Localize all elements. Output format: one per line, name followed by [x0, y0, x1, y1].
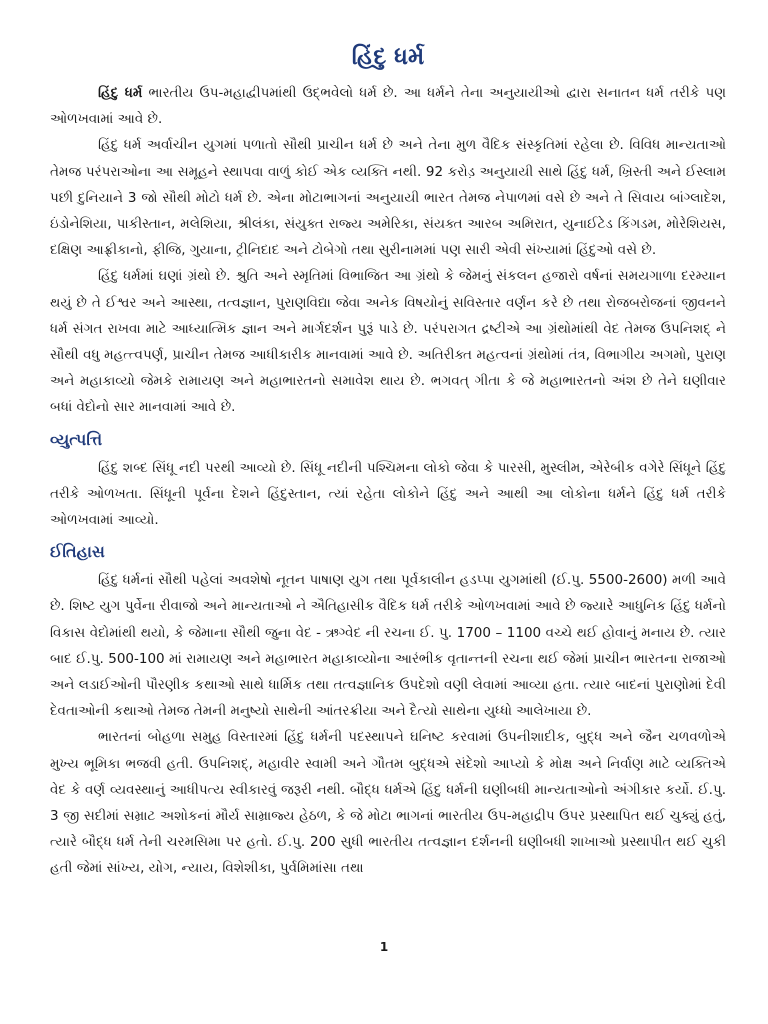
section-heading-history: ઈતિહાસ: [50, 542, 105, 562]
intro-paragraph: [50, 80, 726, 132]
paragraph-history-origins: હિંદુ ધર્મનાં સૌથી પહેલાં અવશેષો નૂતન પાષાણ યુગ તથા પૂર્વકાલીન હડપ્પા યુગમાંથી (ઈ.પુ. 5500-2600) મળી આવે છે. શિષ્ટ યુગ પુર્વેના રીવાજો અને માન્યતાઓ ને ઐતિહાસીક વૈદિક ધર્મ તરીકે ઓળખવામાં આવે છે જ્યારે આધુનિક હિંદુ ધર્મનો વિકાસ વેદોમાંથી થયો, કે જેમાના સૌથી જુના વેદ - ઋગ્વેદ ની રચના ઈ. પુ. 1700 – 1100 વચ્ચે થઈ હોવાનું મનાય છે. ત્યાર બાદ ઈ.પુ. 500-100 માં રામાયણ અને મહાભારત મહાકાવ્યોના આરંભીક વૃતાન્તની રચના થઈ જેમાં પ્રાચીન ભારતના રાજાઓ અને લડાઈઓની પૌરણીક કથાઓ સાથે ધાર્મિક તથા તત્વજ્ઞાનિક ઉપદેશો વણી લેવામાં આવ્યા હતા. ત્યાર બાદનાં પુરાણોમાં દેવી દેવતાઓની કથાઓ તેમજ તેમની મનુષ્યો સાથેની આંતરક્રીયા અને દૈત્યો સાથેના યુધ્ધો આલેખાયા છે.: [50, 572, 726, 720]
paragraph-scriptures: હિંદુ ધર્મમાં ઘણાં ગ્રંથો છે. શ્રુતિ અને સ્મૃતિમાં વિભાજિત આ ગ્રંથો કે જેમનું સંકલન હજારો વર્ષનાં સમયગાળા દરમ્યાન થયું છે તે ઈશ્વર અને આસ્થા, તત્વજ્ઞાન, પુરાણવિદ્યા જેવા અનેક વિષયોનું સવિસ્તાર વર્ણન કરે છે તથા રોજબરોજનાં જીવનને ધર્મ સંગત રાખવા માટે આધ્યાત્મિક જ્ઞાન અને માર્ગદર્શન પુરૂં પાડે છે. પરંપરાગત દ્રષ્ટીએ આ ગ્રંથોમાંથી વેદ તેમજ ઉપનિશદ્ ને સૌથી વધુ મહત્ત્વપર્ણ, પ્રાચીન તેમજ આધીકારીક માનવામાં આવે છે. અતિરીક્ત મહત્વનાં ગ્રંથોમાં તંત્ર, વિભાગીય અગમો, પુરાણ અને મહાકાવ્યો જેમકે રામાયણ અને મહાભારતનો સમાવેશ થાય છે. ભગવત્ ગીતા કે જે મહાભારતનો અંશ છે તેને ઘણીવાર બધાં વેદોનો સાર માનવામાં આવે છે.: [50, 268, 726, 416]
document-title: હિંદુ ધર્મ: [351, 44, 425, 70]
section-heading-etymology: વ્યુત્પત્તિ: [50, 429, 103, 449]
intro-text: ભારતીય ઉપ-મહાદ્વીપમાંથી ઉદ્ભવેલો ધર્મ છે. આ ધર્મને તેના અનુયાયીઓ દ્વારા સનાતન ધર્મ તરીકે પણ ઓળખવામાં આવે છે.: [50, 85, 727, 128]
paragraph-etymology: હિંદુ શબ્દ સિંધૂ નદી પરથી આવ્યો છે. સિંધૂ નદીની પશ્ચિમના લોકો જેવા કે પારસી, મુસ્લીમ, એરેબીક વગેરે સિંધૂને હિંદુ તરીકે ઓળખતા. સિંધૂની પૂર્વના દેશને હિંદુસ્તાન, ત્યાં રહેતા લોકોને હિંદુ અને આથી આ લોકોના ધર્મને હિંદુ ધર્મ તરીકે ઓળખવામાં આવ્યો.: [50, 459, 726, 529]
paragraph-history-movements: ભારતનાં બોહળા સમુહ વિસ્તારમાં હિંદુ ધર્મની પદસ્થાપને ઘનિષ્ટ કરવામાં ઉપનીશાદીક, બુદ્ધ અને જૈન ચળવળોએ મુખ્ય ભૂમિકા ભજવી હતી. ઉપનિશદ્, મહાવીર સ્વામી અને ગૌતમ બુદ્ધએ સંદેશો આપ્યો કે મોક્ષ અને નિર્વાણ માટે વ્યક્તિએ વેદ કે વર્ણ વ્યવસ્થાનું આધીપત્ય સ્વીકારવું જરૂરી નથી. બૌદ્ધ ધર્મએ હિંદુ ધર્મની ઘણીબધી માન્યતાઓનો અંગીકાર કર્યો. ઈ.પુ. 3 જી સદીમાં સમ્રાટ અશોકનાં મૌર્ય સામ્રાજ્ય હેઠળ, કે જે મોટા ભાગનાં ભારતીય ઉપ-મહાદ્રીપ ઉપર પ્રસ્થાપિત થઈ ચુક્યું હતું, ત્યારે બૌદ્ધ ધર્મ તેની ચરમસિમા પર હતો. ઈ.પુ. 200 સુધી ભારતીય તત્વજ્ઞાન દર્શનની ઘણીબધી શાખાઓ પ્રસ્થાપીત થઈ ચુકી હતી જેમાં સાંખ્ય, યોગ, ન્યાય, વિશેશીકા, પુર્વમિમાંસા તથા: [50, 729, 726, 877]
intro-lead: હિંદુ ધર્મ: [98, 85, 143, 101]
page-number: 1: [379, 940, 389, 954]
paragraph-spread: હિંદુ ધર્મ અર્વાચીન યુગમાં પળાતો સૌથી પ્રાચીન ધર્મ છે અને તેના મુળ વૈદિક સંસ્કૃતિમાં રહેલા છે. વિવિધ માન્યતાઓ તેમજ પરંપરાઓના આ સમૂહને સ્થાપવા વાળું કોઈ એક વ્યક્તિ નથી. 92 કરોડ઼ અનુયાયી સાથે હિંદુ ધર્મ, ખ્રિસ્તી અને ઈસ્લામ પછી દુનિયાને 3 જો સૌથી મોટો ધર્મ છે. એના મોટાભાગનાં અનુયાયી ભારત તેમજ નેપાળમાં વસે છે અને તે સિવાય બાંગ્લાદેશ, ઇંડોનેશિયા, પાકીસ્તાન, મલેશિયા, શ્રીલંકા, સંયુક્ત રાજ્ય અમેરિકા, સંયક્ત આરબ અમિરાત, યુનાઈટેડ કિંગડમ, મોરેશિયસ, દક્ષિણ આફ્રીકાનો, ફીજિ, ગુયાના, ટ્રીનિદાદ અને ટોબેગો તથા સુરીનામમાં પણ સારી એવી સંખ્યામાં હિંદુઓ વસે છે.: [50, 137, 726, 259]
